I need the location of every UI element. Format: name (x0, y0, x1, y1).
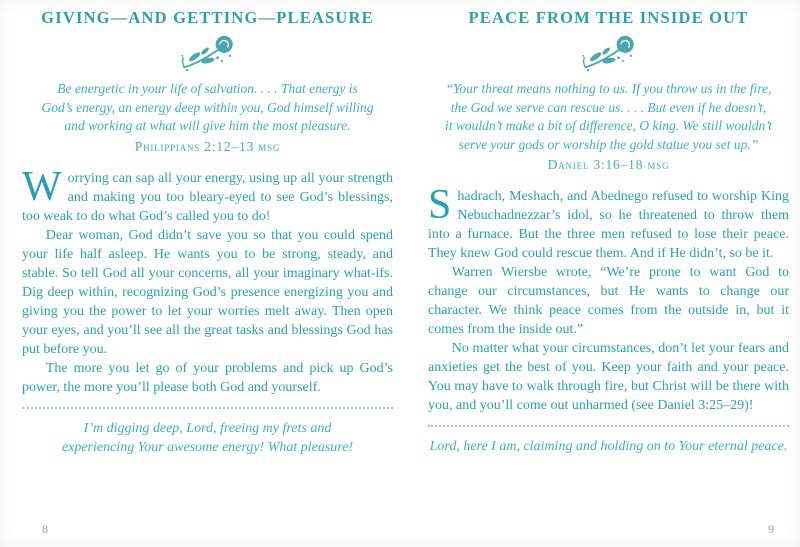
body-paragraph (428, 182, 789, 263)
body-paragraph: No matter what your circumstances, don’t let your fears and anxieties get the best of you. Keep your faith and your peace. You may have to walk through fire, but Christ will be there with you, and you’ll come out unharmed (see Daniel 3:25–29)! (428, 341, 789, 413)
rose-icon (580, 32, 638, 72)
drop-cap: S (428, 182, 452, 228)
scripture-epigraph (428, 80, 789, 173)
epigraph-line: it wouldn’t make a bit of difference, O king. We still wouldn’t (444, 118, 773, 133)
body-paragraph: The more you let go of your problems and pick up God’s power, the more you’ll please both God and yourself. (22, 360, 393, 395)
epigraph-line: “Your threat means nothing to us. If you throw us in the fire, (445, 81, 772, 96)
epigraph-line: serve your gods or worship the gold statue you set up.” (458, 136, 759, 152)
devotional-body (22, 163, 393, 397)
scripture-reference: Daniel 3:16–18 msg (547, 157, 670, 172)
closing-prayer (22, 419, 393, 458)
rose-icon (179, 32, 237, 72)
prayer-line: I’m digging deep, Lord, freeing my frets and (83, 420, 332, 436)
drop-cap: W (22, 163, 62, 210)
devotional-body (428, 182, 789, 415)
body-paragraph: Warren Wiersbe wrote, “We’re prone to want God to change our circumstances, but He wants to change our character. We think peace comes from the outside in, but it comes from the inside out.” (428, 265, 789, 337)
body-paragraph: Dear woman, God didn’t save you so that you could spend your life half asleep. He wants you to be strong, steady, and stable. So tell God all your concerns, all your imaginary what-ifs. Dig deep within, recognizing God’s presence energizing you and giving you the power to let your worries melt away. Then open your eyes, and you’ll see all the great tasks and blessings God has put before you. (22, 227, 393, 357)
scripture-epigraph (22, 80, 393, 155)
scripture-reference: Philippians 2:12–13 msg (134, 138, 281, 154)
prayer-line: experiencing Your awesome energy! What pleasure! (61, 440, 354, 455)
epigraph-line: God’s energy, an energy deep within you, God himself willing (41, 99, 374, 115)
epigraph-line: Be energetic in your life of salvation. . . . That energy is (57, 81, 358, 96)
paragraph-text: orrying can sap all your energy, using up all your strength and making you too bleary-eyed to see God’s blessings, too weak to do what God’s called you to do! (22, 170, 393, 224)
dotted-separator (22, 407, 393, 409)
body-paragraph (22, 163, 393, 226)
paragraph-text: hadrach, Meshach, and Abednego refused to worship King Nebuchadnezzar’s idol, so he threatened to throw them into a furnace. But the three men refused to lose their peace. They knew God could rescue them. And if He didn’t, so be it. (428, 189, 789, 261)
dotted-separator (428, 425, 789, 427)
epigraph-line: the God we serve can rescue us. . . . But even if he doesn’t, (450, 99, 767, 115)
page-number: 9 (768, 522, 774, 536)
page-number: 8 (42, 522, 48, 536)
chapter-title: PEACE FROM THE INSIDE OUT (468, 8, 749, 27)
closing-prayer (428, 437, 789, 457)
epigraph-line: and working at what will give him the most pleasure. (64, 118, 351, 133)
chapter-title: GIVING—AND GETTING—PLEASURE (41, 8, 374, 27)
right-page (400, 0, 800, 547)
prayer-line: Lord, here I am, claiming and holding on to Your eternal peace. (429, 439, 788, 454)
